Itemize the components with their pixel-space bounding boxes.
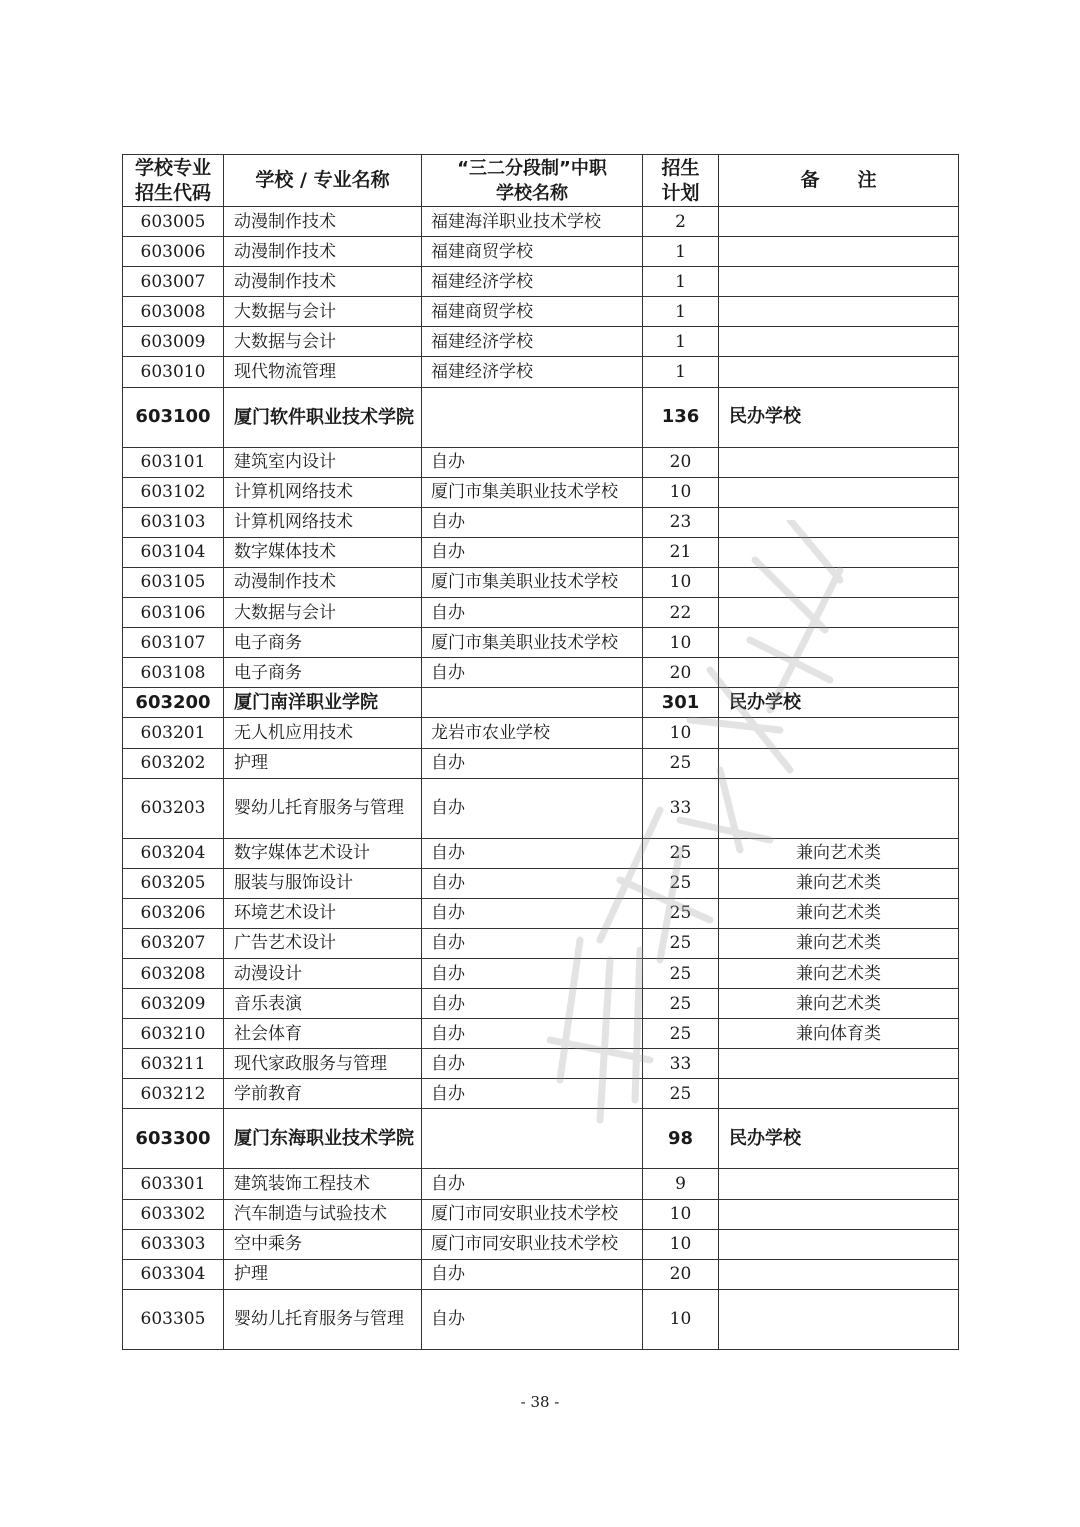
cell-name: 动漫设计 [224, 958, 422, 988]
cell-mid-school: 自办 [422, 989, 643, 1019]
cell-note [719, 1079, 959, 1109]
school-row [123, 387, 959, 447]
cell-code: 603209 [123, 989, 224, 1019]
enrollment-table [122, 154, 959, 1350]
cell-code: 603205 [123, 868, 224, 898]
cell-code: 603006 [123, 237, 224, 267]
cell-code: 603203 [123, 778, 224, 838]
cell-plan: 21 [643, 537, 719, 567]
cell-plan: 10 [643, 628, 719, 658]
cell-name: 计算机网络技术 [224, 507, 422, 537]
cell-plan: 1 [643, 267, 719, 297]
cell-name: 现代家政服务与管理 [224, 1049, 422, 1079]
cell-code: 603302 [123, 1199, 224, 1229]
table-row [123, 447, 959, 477]
school-row [123, 688, 959, 718]
cell-mid-school [422, 1109, 643, 1169]
cell-note [719, 507, 959, 537]
cell-note [719, 297, 959, 327]
table-row [123, 237, 959, 267]
cell-code: 603106 [123, 598, 224, 628]
cell-name: 大数据与会计 [224, 327, 422, 357]
cell-note [719, 718, 959, 748]
cell-note [719, 447, 959, 477]
table-body [123, 207, 959, 1350]
cell-mid-school: 自办 [422, 748, 643, 778]
cell-mid-school: 自办 [422, 1289, 643, 1349]
cell-note [719, 658, 959, 688]
cell-name: 汽车制造与试验技术 [224, 1199, 422, 1229]
cell-name: 护理 [224, 1259, 422, 1289]
cell-code: 603007 [123, 267, 224, 297]
cell-note: 民办学校 [719, 1109, 959, 1169]
cell-plan: 20 [643, 658, 719, 688]
table-row [123, 267, 959, 297]
cell-mid-school: 福建商贸学校 [422, 237, 643, 267]
cell-plan: 1 [643, 237, 719, 267]
table-row [123, 598, 959, 628]
cell-note: 兼向艺术类 [719, 868, 959, 898]
cell-name: 护理 [224, 748, 422, 778]
table-row [123, 1259, 959, 1289]
cell-name: 社会体育 [224, 1019, 422, 1049]
cell-name: 空中乘务 [224, 1229, 422, 1259]
table-row [123, 1199, 959, 1229]
cell-plan: 22 [643, 598, 719, 628]
cell-note [719, 567, 959, 597]
cell-mid-school: 自办 [422, 1079, 643, 1109]
cell-note [719, 477, 959, 507]
cell-code: 603103 [123, 507, 224, 537]
cell-code: 603008 [123, 297, 224, 327]
cell-plan: 10 [643, 1199, 719, 1229]
cell-note [719, 1259, 959, 1289]
cell-name: 计算机网络技术 [224, 477, 422, 507]
cell-mid-school: 自办 [422, 898, 643, 928]
table-row [123, 1049, 959, 1079]
cell-name: 建筑装饰工程技术 [224, 1169, 422, 1199]
cell-mid-school: 自办 [422, 958, 643, 988]
cell-name: 动漫制作技术 [224, 567, 422, 597]
cell-name: 电子商务 [224, 658, 422, 688]
cell-code: 603100 [123, 387, 224, 447]
cell-note: 兼向艺术类 [719, 928, 959, 958]
cell-plan: 9 [643, 1169, 719, 1199]
cell-mid-school: 福建商贸学校 [422, 297, 643, 327]
table-row [123, 537, 959, 567]
table-row [123, 1079, 959, 1109]
cell-code: 603200 [123, 688, 224, 718]
cell-mid-school: 自办 [422, 1169, 643, 1199]
school-row [123, 1109, 959, 1169]
cell-plan: 25 [643, 958, 719, 988]
cell-name: 婴幼儿托育服务与管理 [224, 1289, 422, 1349]
header-mid-school: “三二分段制”中职 学校名称 [422, 155, 643, 207]
cell-mid-school [422, 387, 643, 447]
cell-note [719, 778, 959, 838]
cell-plan: 1 [643, 327, 719, 357]
cell-note: 兼向体育类 [719, 1019, 959, 1049]
table-row [123, 207, 959, 237]
cell-mid-school: 自办 [422, 838, 643, 868]
table-row [123, 477, 959, 507]
cell-plan: 1 [643, 357, 719, 387]
cell-note [719, 327, 959, 357]
cell-name: 大数据与会计 [224, 598, 422, 628]
enrollment-table-container [122, 154, 958, 1350]
cell-name: 无人机应用技术 [224, 718, 422, 748]
cell-name: 动漫制作技术 [224, 267, 422, 297]
table-row [123, 297, 959, 327]
cell-mid-school: 福建经济学校 [422, 267, 643, 297]
cell-name: 服装与服饰设计 [224, 868, 422, 898]
cell-mid-school: 自办 [422, 868, 643, 898]
table-row [123, 748, 959, 778]
cell-plan: 25 [643, 838, 719, 868]
cell-note: 兼向艺术类 [719, 989, 959, 1019]
header-code: 学校专业 招生代码 [123, 155, 224, 207]
cell-code: 603105 [123, 567, 224, 597]
cell-note [719, 1289, 959, 1349]
header-note: 备 注 [719, 155, 959, 207]
table-row [123, 1019, 959, 1049]
table-row [123, 658, 959, 688]
cell-name: 音乐表演 [224, 989, 422, 1019]
cell-note [719, 628, 959, 658]
cell-plan: 10 [643, 1289, 719, 1349]
table-header-row [123, 155, 959, 207]
cell-code: 603009 [123, 327, 224, 357]
cell-code: 603210 [123, 1019, 224, 1049]
cell-mid-school: 厦门市集美职业技术学校 [422, 477, 643, 507]
table-row [123, 778, 959, 838]
cell-mid-school: 厦门市集美职业技术学校 [422, 567, 643, 597]
cell-plan: 23 [643, 507, 719, 537]
cell-code: 603104 [123, 537, 224, 567]
page-number: - 38 - [520, 1393, 560, 1411]
cell-name: 婴幼儿托育服务与管理 [224, 778, 422, 838]
cell-note [719, 1049, 959, 1079]
cell-name: 广告艺术设计 [224, 928, 422, 958]
cell-code: 603107 [123, 628, 224, 658]
cell-note [719, 1169, 959, 1199]
cell-note: 兼向艺术类 [719, 898, 959, 928]
cell-plan: 10 [643, 477, 719, 507]
cell-code: 603301 [123, 1169, 224, 1199]
cell-plan: 10 [643, 718, 719, 748]
cell-name: 厦门软件职业技术学院 [224, 387, 422, 447]
cell-plan: 98 [643, 1109, 719, 1169]
cell-note [719, 207, 959, 237]
cell-code: 603211 [123, 1049, 224, 1079]
cell-name: 电子商务 [224, 628, 422, 658]
table-row [123, 928, 959, 958]
cell-name: 学前教育 [224, 1079, 422, 1109]
cell-mid-school: 福建经济学校 [422, 357, 643, 387]
cell-plan: 20 [643, 1259, 719, 1289]
table-row [123, 958, 959, 988]
cell-note [719, 237, 959, 267]
cell-name: 动漫制作技术 [224, 237, 422, 267]
table-row [123, 1229, 959, 1259]
cell-code: 603304 [123, 1259, 224, 1289]
cell-plan: 136 [643, 387, 719, 447]
cell-mid-school: 自办 [422, 658, 643, 688]
cell-code: 603305 [123, 1289, 224, 1349]
cell-code: 603202 [123, 748, 224, 778]
cell-name: 数字媒体技术 [224, 537, 422, 567]
cell-mid-school: 福建海洋职业技术学校 [422, 207, 643, 237]
cell-mid-school [422, 688, 643, 718]
cell-code: 603204 [123, 838, 224, 868]
cell-mid-school: 自办 [422, 447, 643, 477]
cell-mid-school: 福建经济学校 [422, 327, 643, 357]
cell-code: 603201 [123, 718, 224, 748]
cell-note: 兼向艺术类 [719, 958, 959, 988]
cell-note [719, 1199, 959, 1229]
cell-plan: 10 [643, 567, 719, 597]
table-row [123, 507, 959, 537]
cell-plan: 25 [643, 989, 719, 1019]
cell-code: 603005 [123, 207, 224, 237]
cell-plan: 2 [643, 207, 719, 237]
cell-name: 现代物流管理 [224, 357, 422, 387]
cell-plan: 1 [643, 297, 719, 327]
cell-code: 603212 [123, 1079, 224, 1109]
cell-mid-school: 自办 [422, 778, 643, 838]
cell-note [719, 537, 959, 567]
cell-code: 603010 [123, 357, 224, 387]
cell-name: 建筑室内设计 [224, 447, 422, 477]
cell-name: 动漫制作技术 [224, 207, 422, 237]
cell-name: 环境艺术设计 [224, 898, 422, 928]
table-row [123, 898, 959, 928]
cell-mid-school: 自办 [422, 1019, 643, 1049]
cell-plan: 25 [643, 868, 719, 898]
cell-name: 厦门南洋职业学院 [224, 688, 422, 718]
table-row [123, 567, 959, 597]
table-row [123, 838, 959, 868]
cell-code: 603101 [123, 447, 224, 477]
cell-note: 民办学校 [719, 688, 959, 718]
cell-note [719, 598, 959, 628]
cell-note: 兼向艺术类 [719, 838, 959, 868]
cell-plan: 33 [643, 1049, 719, 1079]
cell-plan: 33 [643, 778, 719, 838]
cell-mid-school: 龙岩市农业学校 [422, 718, 643, 748]
table-row [123, 628, 959, 658]
cell-code: 603208 [123, 958, 224, 988]
cell-note [719, 1229, 959, 1259]
cell-plan: 25 [643, 928, 719, 958]
cell-plan: 25 [643, 1019, 719, 1049]
cell-name: 厦门东海职业技术学院 [224, 1109, 422, 1169]
table-row [123, 357, 959, 387]
cell-note [719, 267, 959, 297]
cell-name: 数字媒体艺术设计 [224, 838, 422, 868]
cell-mid-school: 自办 [422, 507, 643, 537]
cell-mid-school: 自办 [422, 537, 643, 567]
table-row [123, 1169, 959, 1199]
cell-plan: 10 [643, 1229, 719, 1259]
cell-mid-school: 厦门市同安职业技术学校 [422, 1229, 643, 1259]
cell-code: 603303 [123, 1229, 224, 1259]
table-row [123, 718, 959, 748]
cell-code: 603206 [123, 898, 224, 928]
cell-code: 603207 [123, 928, 224, 958]
cell-mid-school: 自办 [422, 1049, 643, 1079]
cell-mid-school: 厦门市集美职业技术学校 [422, 628, 643, 658]
cell-plan: 20 [643, 447, 719, 477]
cell-code: 603102 [123, 477, 224, 507]
cell-note: 民办学校 [719, 387, 959, 447]
cell-name: 大数据与会计 [224, 297, 422, 327]
cell-code: 603300 [123, 1109, 224, 1169]
table-row [123, 327, 959, 357]
cell-plan: 25 [643, 898, 719, 928]
cell-mid-school: 自办 [422, 598, 643, 628]
cell-note [719, 748, 959, 778]
table-row [123, 1289, 959, 1349]
cell-code: 603108 [123, 658, 224, 688]
table-row [123, 868, 959, 898]
cell-mid-school: 自办 [422, 1259, 643, 1289]
cell-note [719, 357, 959, 387]
cell-plan: 25 [643, 748, 719, 778]
header-name: 学校 / 专业名称 [224, 155, 422, 207]
cell-mid-school: 自办 [422, 928, 643, 958]
cell-plan: 25 [643, 1079, 719, 1109]
table-row [123, 989, 959, 1019]
cell-plan: 301 [643, 688, 719, 718]
cell-mid-school: 厦门市同安职业技术学校 [422, 1199, 643, 1229]
header-plan: 招生 计划 [643, 155, 719, 207]
